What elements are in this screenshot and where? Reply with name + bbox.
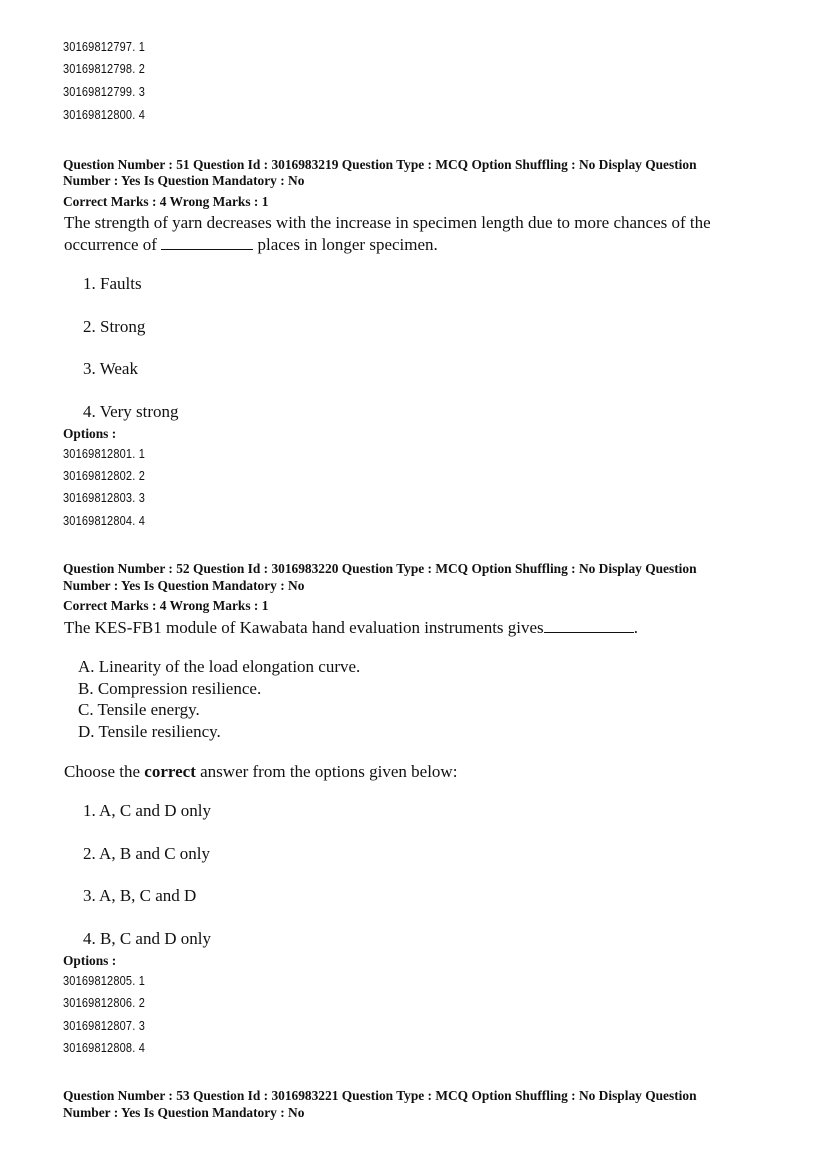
q51-choice-3: 3. Weak [83, 359, 138, 378]
q51-answer-blank [161, 235, 253, 250]
q52-option-2: 30169812806. 2 [63, 996, 145, 1010]
q51-question-text [64, 212, 776, 255]
q52-statement-c: C. Tensile energy. [78, 700, 200, 719]
q51-options-label: Options : [63, 426, 117, 441]
q52-choice-2: 2. A, B and C only [83, 844, 211, 863]
q52-choose-after: answer from the options given below: [200, 762, 458, 781]
q52-choice-3: 3. A, B, C and D [83, 886, 197, 905]
q51-choice-1: 1. Faults [83, 274, 142, 293]
q52-text: The KES-FB1 module of Kawabata hand evaluation instruments gives [64, 618, 544, 637]
q52-choose-before: Choose the [64, 762, 141, 781]
q51-marks: Correct Marks : 4 Wrong Marks : 1 [63, 194, 269, 209]
q52-choose-instruction [64, 761, 776, 783]
q51-text-before: The strength of yarn decreases with the increase in specimen length due to more chances of the occurrence of [64, 213, 711, 254]
q51-text-after: places in longer specimen. [257, 234, 438, 254]
q52-choice-1: 1. A, C and D only [83, 801, 211, 820]
q51-meta-line1: Question Number : 51 Question Id : 3016983219 Question Type : MCQ Option Shuffling : No Display Question [63, 157, 697, 172]
q52-marks: Correct Marks : 4 Wrong Marks : 1 [63, 598, 269, 613]
q52-answer-blank [544, 618, 634, 633]
q52-choose-bold: correct [144, 762, 196, 781]
q51-option-4: 30169812804. 4 [63, 514, 145, 528]
q51-option-2: 30169812802. 2 [63, 469, 145, 483]
q52-option-3: 30169812807. 3 [63, 1019, 145, 1033]
prev-option-3: 30169812799. 3 [63, 85, 145, 99]
q52-statement-d: D. Tensile resiliency. [78, 722, 221, 741]
q52-choice-4: 4. B, C and D only [83, 929, 211, 948]
q52-option-4: 30169812808. 4 [63, 1041, 145, 1055]
q53-meta-line1: Question Number : 53 Question Id : 3016983221 Question Type : MCQ Option Shuffling : No Display Question [63, 1088, 697, 1103]
q52-question-text: The KES-FB1 module of Kawabata hand evaluation instruments gives . [64, 618, 638, 637]
q51-choice-2: 2. Strong [83, 317, 146, 336]
prev-option-1: 30169812797. 1 [63, 40, 145, 54]
q52-options-label: Options : [63, 953, 117, 968]
q51-option-1: 30169812801. 1 [63, 447, 145, 461]
q53-meta-line2: Number : Yes Is Question Mandatory : No [63, 1105, 305, 1120]
prev-option-4: 30169812800. 4 [63, 108, 145, 122]
prev-option-2: 30169812798. 2 [63, 62, 145, 76]
q51-meta-line2: Number : Yes Is Question Mandatory : No [63, 173, 305, 188]
q52-meta-line2: Number : Yes Is Question Mandatory : No [63, 578, 305, 593]
q52-meta-line1: Question Number : 52 Question Id : 3016983220 Question Type : MCQ Option Shuffling : No Display Question [63, 561, 697, 576]
q52-statement-b: B. Compression resilience. [78, 679, 262, 698]
q52-statement-a: A. Linearity of the load elongation curve. [78, 657, 361, 676]
q51-option-3: 30169812803. 3 [63, 491, 145, 505]
q51-choice-4: 4. Very strong [83, 402, 179, 421]
q52-option-1: 30169812805. 1 [63, 974, 145, 988]
